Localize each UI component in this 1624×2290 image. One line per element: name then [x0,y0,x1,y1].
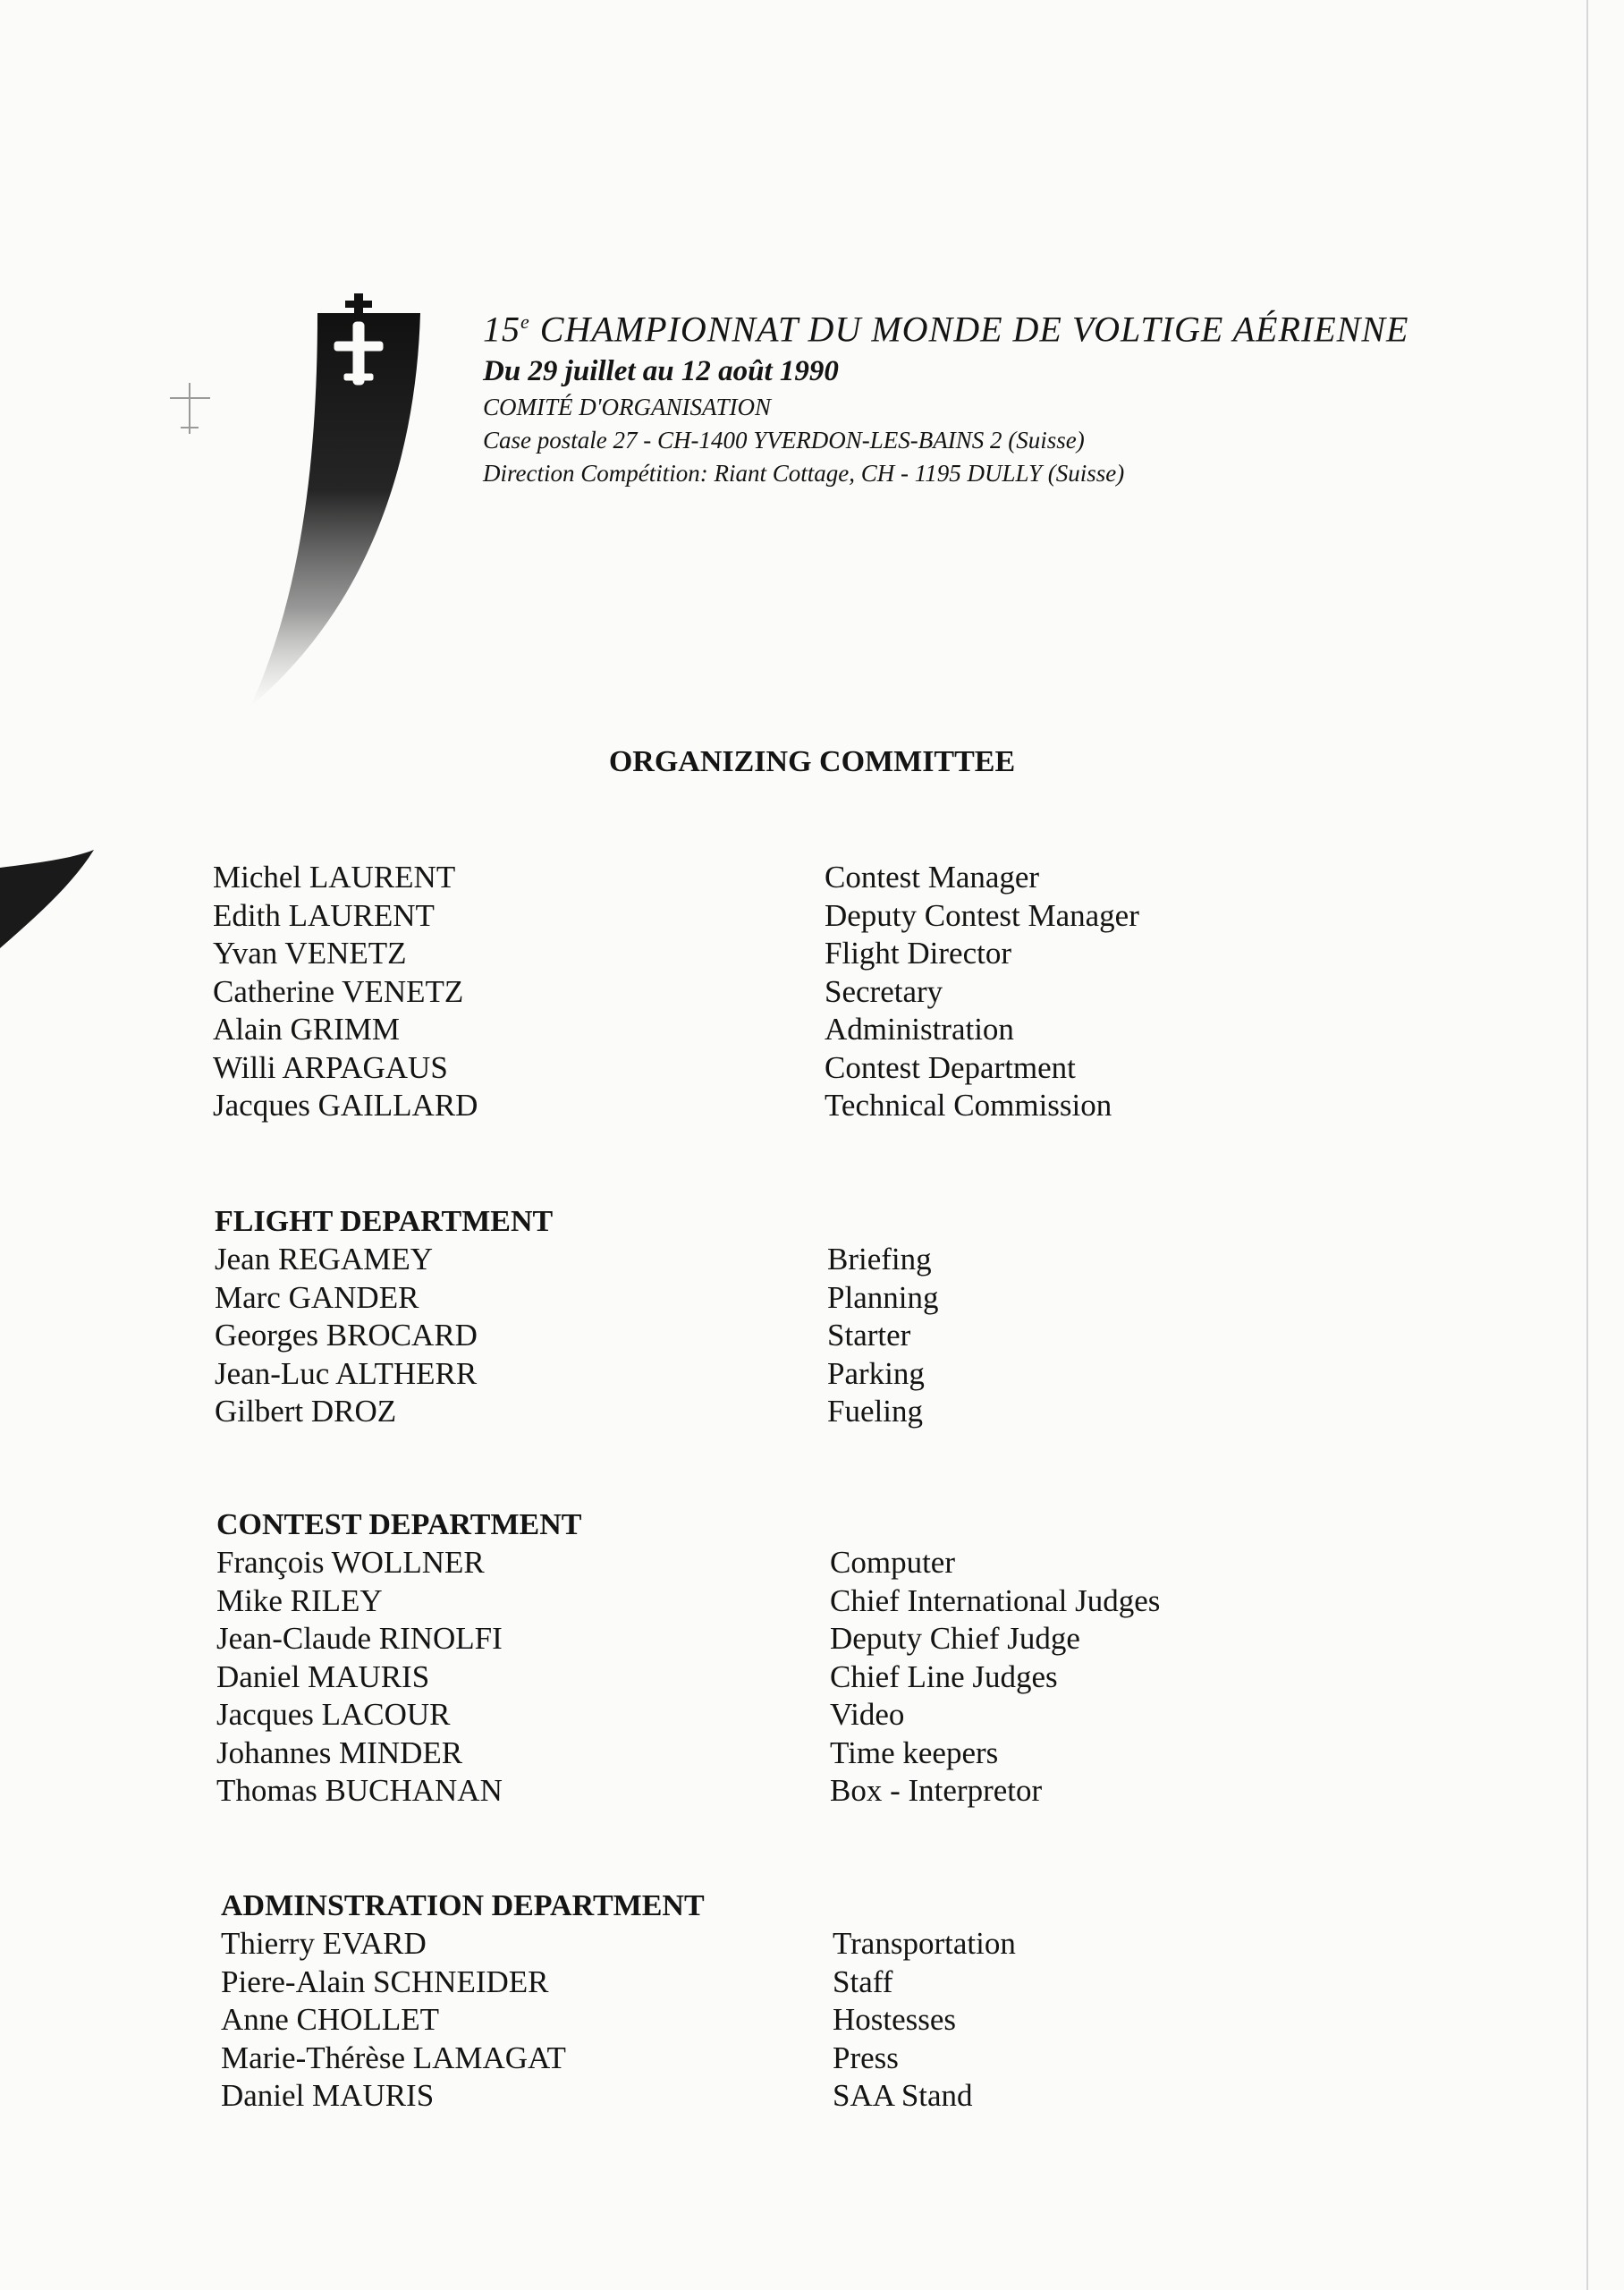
member-row [216,1734,999,1773]
member-role: Press [833,2040,899,2075]
member-role: Flight Director [825,936,1011,971]
member-role: SAA Stand [833,2078,973,2113]
letterhead [483,300,1408,490]
title-text: CHAMPIONNAT DU MONDE DE VOLTIGE AÉRIENNE [539,309,1409,350]
member-role: Secretary [825,973,943,1009]
member-name: Daniel MAURIS [216,1658,430,1694]
member-role: Staff [833,1963,893,1999]
member-row [216,1544,955,1582]
member-role: Planning [827,1279,939,1315]
member-name: Piere-Alain SCHNEIDER [221,1963,549,1999]
title-ordinal-suffix: e [520,310,530,333]
administration-department-section [221,1887,1016,2116]
member-name: Georges BROCARD [215,1318,478,1353]
member-name: Daniel MAURIS [221,2078,435,2113]
member-row [215,1279,939,1318]
member-row [215,1241,932,1279]
member-name: Willi ARPAGAUS [213,1049,448,1085]
member-name: Anne CHOLLET [221,2002,439,2037]
flight-department-section [215,1203,939,1431]
airplane-smoke-logo [170,286,438,751]
member-name: Marie-Thérèse LAMAGAT [221,2040,566,2075]
member-name: Yvan VENETZ [213,936,407,971]
championship-title [483,300,1408,352]
member-role: Time keepers [830,1734,999,1770]
member-row [221,2040,899,2078]
member-name: Thierry EVARD [221,1926,427,1961]
member-role: Briefing [827,1242,932,1276]
member-name: Jacques GAILLARD [213,1088,478,1123]
contest-department-section [216,1506,1161,1811]
member-role: Hostesses [833,2002,957,2037]
member-name: Michel LAURENT [213,860,456,895]
member-name: Jacques LACOUR [216,1697,451,1732]
section-heading: CONTEST DEPARTMENT [216,1508,582,1541]
member-name: Jean-Luc ALTHERR [215,1355,478,1391]
member-role: Technical Commission [825,1088,1112,1123]
member-row [221,2077,973,2116]
member-role: Administration [825,1012,1014,1047]
member-name: François WOLLNER [216,1545,485,1580]
championship-dates: Du 29 juillet au 12 août 1990 [483,355,839,388]
scan-edge-line [1586,0,1588,2290]
member-name: Marc GANDER [215,1279,419,1315]
member-role: Deputy Chief Judge [830,1621,1080,1656]
member-role: Box - Interpretor [830,1773,1043,1808]
member-role: Contest Manager [825,860,1040,895]
member-name: Edith LAURENT [213,897,435,933]
member-name: Alain GRIMM [213,1012,401,1047]
member-row [216,1582,1161,1621]
member-row [216,1696,905,1734]
member-row [216,1772,1043,1811]
member-role: Parking [827,1355,925,1391]
member-role: Chief International Judges [830,1582,1161,1618]
postal-address: Case postale 27 - CH-1400 YVERDON-LES-BAINS 2 (Suisse) [483,427,1085,454]
member-role: Transportation [833,1926,1016,1961]
decorative-swoosh [0,850,98,957]
section-heading: ADMINSTRATION DEPARTMENT [221,1889,705,1922]
section-heading: FLIGHT DEPARTMENT [215,1205,554,1238]
member-role: Starter [827,1318,911,1353]
competition-direction: Direction Compétition: Riant Cottage, CH - 1195 DULLY (Suisse) [483,460,1125,488]
member-role: Fueling [827,1394,923,1429]
member-role: Deputy Contest Manager [825,897,1139,933]
member-row [221,2001,957,2040]
committee-label: COMITÉ D'ORGANISATION [483,394,772,421]
member-role: Chief Line Judges [830,1658,1058,1694]
member-role: Contest Department [825,1049,1076,1085]
member-row [216,1620,1080,1658]
member-name: Jean-Claude RINOLFI [216,1621,503,1656]
member-row [215,1317,911,1355]
member-row [216,1658,1058,1697]
member-name: Thomas BUCHANAN [216,1773,503,1808]
member-name: Johannes MINDER [216,1734,463,1770]
member-row [215,1393,923,1431]
member-name: Catherine VENETZ [213,973,464,1009]
member-name: Gilbert DROZ [215,1394,397,1429]
member-role: Video [830,1697,905,1732]
member-name: Jean REGAMEY [215,1242,433,1276]
main-heading: ORGANIZING COMMITTEE [608,745,1016,778]
member-row [215,1355,925,1394]
title-ordinal: 15 [483,309,520,350]
member-role: Computer [830,1545,955,1580]
member-name: Mike RILEY [216,1582,383,1618]
member-row [221,1925,1016,1963]
member-row [221,1963,893,2002]
